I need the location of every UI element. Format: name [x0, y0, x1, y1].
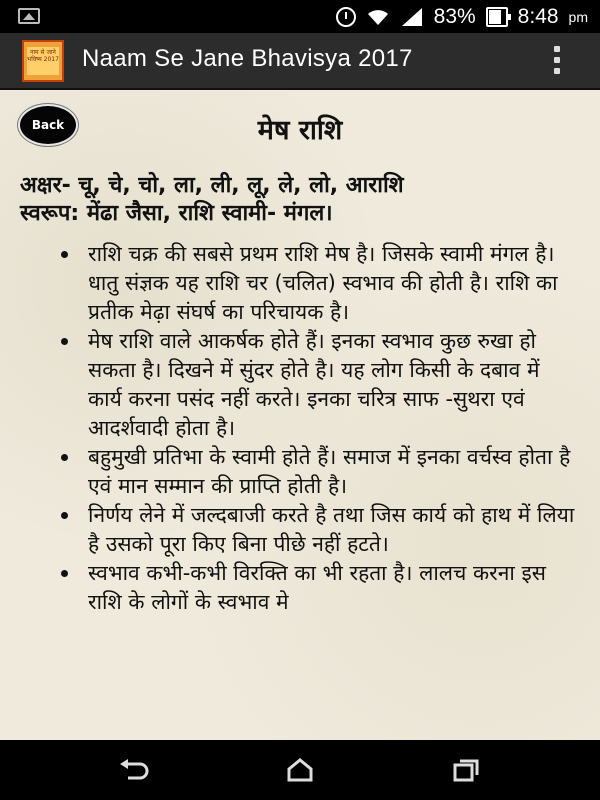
nav-home-icon[interactable]: [286, 758, 314, 782]
content-area[interactable]: [0, 90, 600, 740]
nav-recent-apps-icon[interactable]: [452, 758, 480, 782]
app-logo-text: नाम से जाने भविष्य 2017: [27, 47, 59, 75]
list-item: राशि चक्र की सबसे प्रथम राशि मेष है। जिसके स्वामी मंगल है। धातु संज्ञक यह राशि चर (चलित) स्वभाव की होती है। राशि का प्रतीक मेढ़ा संघर्ष का परिचायक है।: [55, 240, 575, 327]
app-title: Naam Se Jane Bhavisya 2017: [82, 45, 413, 72]
gallery-notification-icon: [18, 8, 40, 24]
status-icons: [336, 0, 588, 33]
app-logo-icon[interactable]: [22, 40, 64, 82]
list-item: बहुमुखी प्रतिभा के स्वामी होते हैं। समाज में इनका वर्चस्व होता है एवं मान सम्मान की प्राप्ति होती है।: [55, 443, 575, 501]
swaroop-line: स्वरूप: मेंढा जैसा, राशि स्वामी- मंगल।: [20, 201, 333, 226]
page-title: मेष राशि: [257, 115, 343, 146]
list-item: मेष राशि वाले आकर्षक होते हैं। इनका स्वभाव कुछ रुखा हो सकता है। दिखने में सुंदर होते है। यह लोग किसी के दबाव में कार्य करना पसंद नहीं करते। इनका चरित्र साफ -सुथरा एवं आदर्शवादी होता है।: [55, 327, 575, 443]
wifi-icon: [366, 7, 390, 27]
nav-back-icon[interactable]: [118, 758, 150, 782]
battery-icon: [486, 7, 508, 27]
traits-list: [55, 240, 575, 617]
akshar-line: अक्षर- चू, चे, चो, ला, ली, लू, ले, लो, आराशि: [20, 173, 404, 198]
signal-icon: [400, 7, 424, 27]
clock-ampm: pm: [568, 8, 588, 25]
list-item: स्वभाव कभी-कभी विरक्ति का भी रहता है। लालच करना इस राशि के लोगों के स्वभाव मे: [55, 559, 575, 617]
status-bar: [0, 0, 600, 33]
battery-percent: 83%: [433, 4, 476, 28]
action-bar: [0, 33, 600, 90]
clock-time: 8:48: [517, 4, 559, 28]
overflow-menu-icon[interactable]: [554, 46, 560, 74]
navigation-bar: [0, 740, 600, 800]
list-item: निर्णय लेने में जल्दबाजी करते है तथा जिस कार्य को हाथ में लिया है उसको पूरा किए बिना पीछे नहीं हटते।: [55, 501, 575, 559]
alarm-icon: [336, 7, 356, 27]
back-button[interactable]: Back: [20, 106, 76, 144]
rashi-info: [20, 172, 590, 228]
